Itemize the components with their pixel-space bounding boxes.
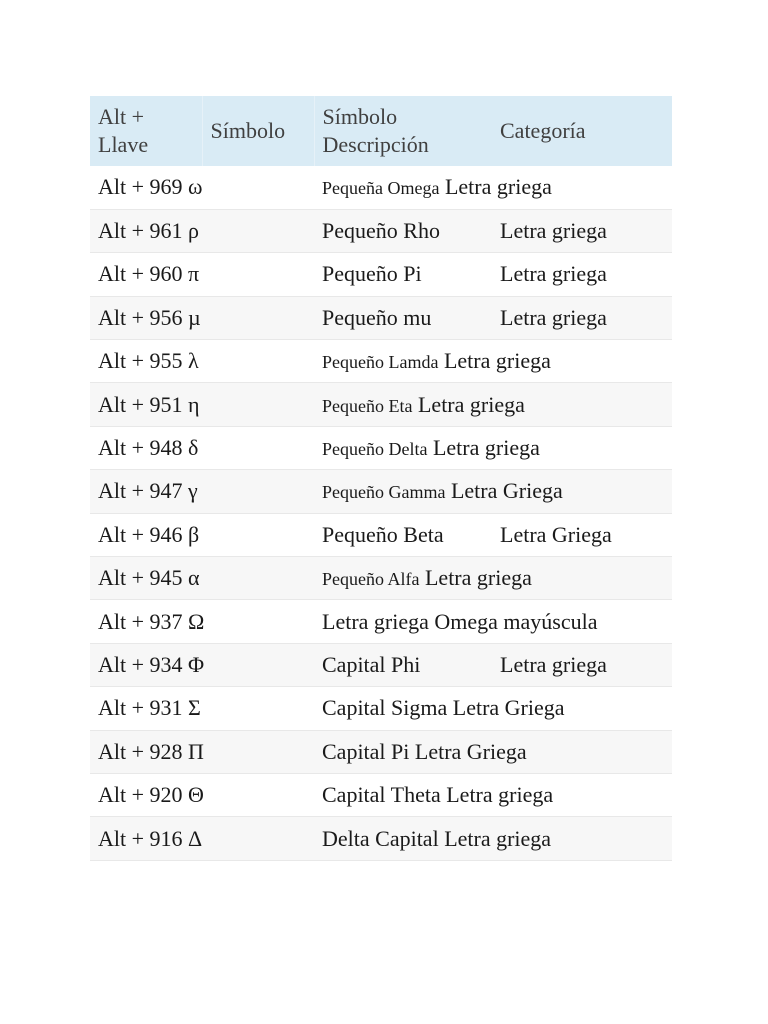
table-row (90, 643, 672, 686)
category-cell: Letra griega (500, 218, 607, 244)
description-cell: Pequeño Beta (322, 521, 444, 547)
description-cell (314, 773, 672, 816)
header-description-line1: Símbolo (322, 104, 398, 129)
description-cell: Capital Phi (322, 651, 421, 677)
table-body (90, 166, 672, 860)
header-alt-key-line1: Alt + (98, 104, 145, 129)
table-row (90, 557, 672, 600)
description-text: Letra griega Omega mayúscula (322, 608, 598, 634)
description-cell (314, 470, 672, 513)
category-cell: Letra Griega (500, 521, 612, 547)
category-text: Letra Griega (414, 738, 527, 764)
description-text: Pequeño Delta (322, 439, 428, 460)
alt-code-cell: Alt + 961 ρ (98, 218, 199, 244)
table-row (90, 296, 672, 339)
description-cell (314, 817, 672, 860)
table-row (90, 426, 672, 469)
description-text: Capital Theta (322, 782, 441, 808)
category-text: Letra griega (444, 825, 552, 851)
category-cell: Letra griega (500, 651, 607, 677)
alt-code-cell: Alt + 947 γ (98, 478, 198, 504)
description-cell (314, 687, 672, 730)
table-row (90, 470, 672, 513)
table-row (90, 600, 672, 643)
category-text: Letra griega (444, 174, 552, 200)
category-text: Letra griega (446, 782, 554, 808)
description-cell (314, 730, 672, 773)
alt-code-cell: Alt + 916 Δ (98, 825, 203, 851)
alt-code-cell: Alt + 956 µ (98, 304, 201, 330)
alt-code-cell: Alt + 960 π (98, 261, 200, 287)
alt-code-cell: Alt + 928 Π (98, 738, 204, 764)
description-text: Delta Capital (322, 825, 439, 851)
alt-code-cell: Alt + 931 Σ (98, 695, 201, 721)
category-text: Letra Griega (450, 478, 563, 504)
header-description-line2: Descripción (322, 132, 429, 157)
alt-code-cell: Alt + 945 α (98, 565, 200, 591)
description-cell (314, 383, 672, 426)
description-cell (314, 557, 672, 600)
description-text: Pequeño Eta (322, 395, 413, 416)
table-row (90, 340, 672, 383)
category-cell: Letra griega (500, 261, 607, 287)
description-cell (314, 426, 672, 469)
alt-code-cell: Alt + 948 δ (98, 435, 199, 461)
table-row (90, 773, 672, 816)
alt-code-cell: Alt + 951 η (98, 391, 200, 417)
description-text: Capital Sigma (322, 695, 448, 721)
header-category: Categoría (500, 118, 586, 143)
category-text: Letra Griega (452, 695, 565, 721)
alt-code-cell: Alt + 937 Ω (98, 608, 205, 634)
header-alt-key-line2: Llave (98, 132, 149, 157)
header-symbol-description (314, 96, 492, 166)
alt-code-cell: Alt + 955 λ (98, 348, 199, 374)
table-row (90, 730, 672, 773)
alt-code-cell: Alt + 920 Θ (98, 782, 204, 808)
description-text: Capital Pi (322, 738, 410, 764)
alt-code-cell: Alt + 969 ω (98, 174, 203, 200)
category-text: Letra griega (424, 565, 532, 591)
description-text: Pequeño Lamda (322, 352, 439, 373)
alt-codes-table-container (90, 96, 672, 861)
table-row (90, 817, 672, 860)
category-text: Letra griega (443, 348, 551, 374)
description-text: Pequeño Gamma (322, 482, 446, 503)
table-row (90, 513, 672, 556)
alt-code-cell: Alt + 946 β (98, 521, 200, 547)
description-text: Pequeña Omega (322, 178, 440, 199)
table-row (90, 383, 672, 426)
header-symbol: Símbolo (202, 96, 314, 166)
header-alt-key (90, 96, 202, 166)
description-cell (314, 340, 672, 383)
description-cell (314, 166, 672, 209)
description-cell: Pequeño Rho (322, 218, 440, 244)
alt-codes-table (90, 96, 672, 861)
header-row (90, 96, 672, 166)
description-cell (314, 600, 672, 643)
category-text: Letra griega (432, 435, 540, 461)
category-cell: Letra griega (500, 304, 607, 330)
alt-code-cell: Alt + 934 Φ (98, 651, 205, 677)
table-header (90, 96, 672, 166)
table-row (90, 166, 672, 209)
table-row (90, 687, 672, 730)
table-row (90, 253, 672, 296)
description-cell: Pequeño mu (322, 304, 432, 330)
category-text: Letra griega (417, 391, 525, 417)
table-row (90, 209, 672, 252)
description-text: Pequeño Alfa (322, 569, 420, 590)
description-cell: Pequeño Pi (322, 261, 422, 287)
